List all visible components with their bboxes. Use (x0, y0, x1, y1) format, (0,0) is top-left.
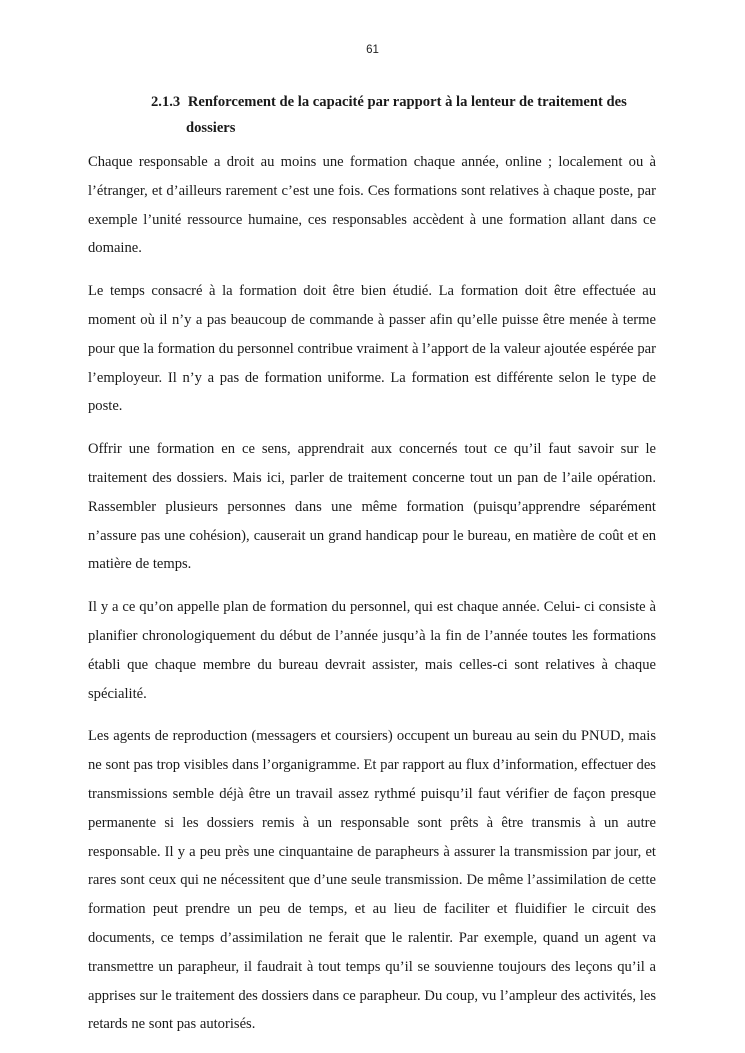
paragraph: Le temps consacré à la formation doit être bien étudié. La formation doit être effectuée au moment où il n’y a pas beaucoup de commande à passer afin qu’elle puisse être menée à terme pour que la formation du personnel contribue vraiment à l’apport de la valeur ajoutée espérée par l’employeur. Il n’y a pas de formation uniforme. La formation est différente selon le type de poste. (88, 283, 656, 415)
page-number: 61 (366, 44, 379, 56)
section-number: 2.1.3 (151, 94, 181, 110)
body-text (88, 148, 656, 1053)
paragraph: Il y a ce qu’on appelle plan de formation du personnel, qui est chaque année. Celui- ci consiste à planifier chronologiquement du début de l’année jusqu’à la fin de l’année toutes les formations établi que chaque membre du bureau devrait assister, mais celles-ci sont relatives à chaque spécialité. (88, 599, 656, 702)
section-title-line2: dossiers (186, 120, 236, 136)
paragraph: Les agents de reproduction (messagers et coursiers) occupent un bureau au sein du PNUD, mais ne sont pas trop visibles dans l’organigramme. Et par rapport au flux d’information, effectuer des transmissions semble déjà être un travail assez rythmé puisqu’il faut vérifier de façon presque permanente si les dossiers remis à un responsable sont prêts à être transmis à un autre responsable. Il y a peu près une cinquantaine de parapheurs à assurer la transmission par jour, et rares sont ceux qui ne nécessitent que d’une seule transmission. De même l’assimilation de cette formation peut prendre un peu de temps, et au lieu de faciliter et fluidifier le circuit des documents, ce temps d’assimilation ne ferait que le ralentir. Par exemple, quand un agent va transmettre un parapheur, il faudrait à tout temps qu’il se souvienne toujours des leçons qu’il a apprises sur le traitement des dossiers dans ce parapheur. Du coup, vu l’ampleur des activités, les retards ne sont pas autorisés. (88, 728, 656, 1033)
paragraph: Offrir une formation en ce sens, apprendrait aux concernés tout ce qu’il faut savoir sur le traitement des dossiers. Mais ici, parler de traitement concerne tout un pan de l’aile opération. Rassembler plusieurs personnes dans une même formation (puisqu’apprendre séparément n’assure pas une cohésion), causerait un grand handicap pour le bureau, en matière de coût et en matière de temps. (88, 441, 656, 573)
paragraph: Chaque responsable a droit au moins une formation chaque année, online ; localement ou à l’étranger, et d’ailleurs rarement c’est une fois. Ces formations sont relatives à chaque poste, par exemple l’unité ressource humaine, ces responsables accèdent à une formation allant dans ce domaine. (88, 154, 656, 257)
section-title-line1: Renforcement de la capacité par rapport à la lenteur de traitement des (187, 94, 627, 110)
section-heading (151, 89, 656, 141)
